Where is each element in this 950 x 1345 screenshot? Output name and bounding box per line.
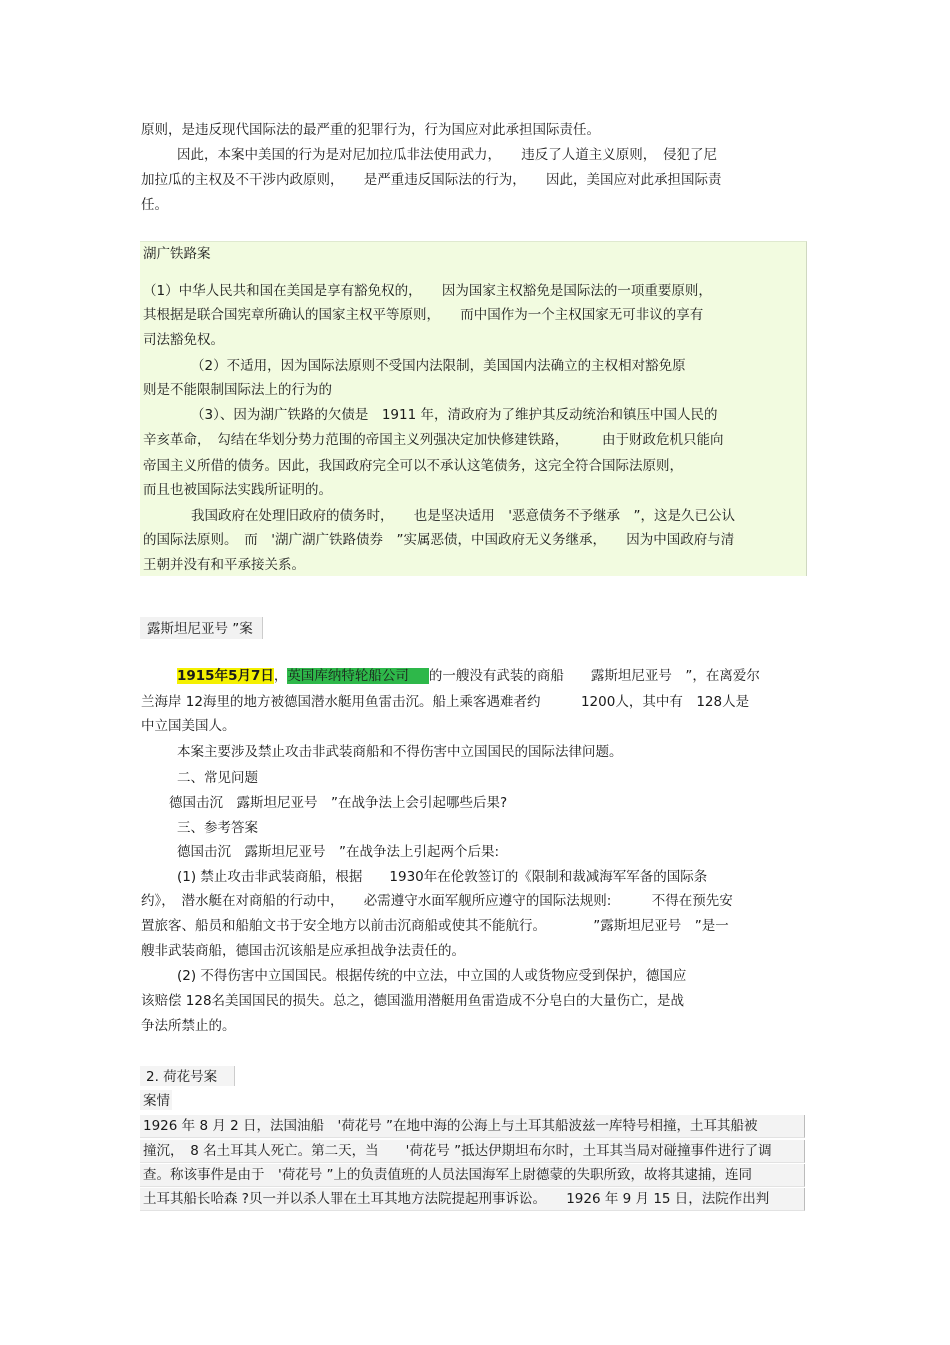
huguang-p3-line-2: 辛亥革命， 勾结在华划分势力范围的帝国主义列强决定加快修建铁路， 由于财政危机只能向 bbox=[143, 432, 724, 448]
lotus-title: 2. 荷花号案 bbox=[146, 1069, 218, 1085]
lusitania-question: 德国击沉 露斯坦尼亚号 ”在战争法上会引起哪些后果? bbox=[169, 795, 508, 811]
lusitania-p1-line-2: 兰海岸 12海里的地方被德国潜水艇用鱼雷击沉。船上乘客遇难者约 1200人，其中有 128人是 bbox=[141, 694, 750, 710]
huguang-p3-line-1: （3）、因为湖广铁路的欠债是 1911 年，清政府为了维护其反动统治和镇压中国人民的 bbox=[191, 407, 718, 423]
lusitania-a1-line-2: 约》， 潜水艇在对商船的行动中， 必需遵守水面军舰所应遵守的国际法规则: 不得在预先安 bbox=[141, 893, 733, 909]
lusitania-answer-intro: 德国击沉 露斯坦尼亚号 ”在战争法上引起两个后果: bbox=[177, 844, 500, 860]
lusitania-a1-line-3: 置旅客、船员和船舶文书于安全地方以前击沉商船或使其不能航行。 ”露斯坦尼亚号 ”是一 bbox=[141, 918, 729, 934]
huguang-p2-line-1: （2）不适用，因为国际法原则不受国内法限制，美国国内法确立的主权相对豁免原 bbox=[191, 358, 686, 374]
lotus-line-1: 1926 年 8 月 2 日，法国油船 '荷花号 ”在地中海的公海上与土耳其船波兹一库特号相撞，土耳其船被 bbox=[143, 1118, 758, 1134]
huguang-p4-line-1: 我国政府在处理旧政府的债务时， 也是坚决适用 '恶意债务不予继承 ”，这是久已公认 bbox=[191, 508, 735, 524]
lusitania-a1-line-1: (1) 禁止攻击非武装商船，根据 1930年在伦敦签订的《限制和裁减海军军备的国际条 bbox=[177, 869, 708, 885]
lusitania-a2-line-3: 争法所禁止的。 bbox=[141, 1018, 236, 1034]
huguang-p4-line-3: 王朝并没有和平承接关系。 bbox=[143, 557, 305, 573]
lotus-line-4: 土耳其船长哈森 ?贝一并以杀人罪在土耳其地方法院提起刑事诉讼。 1926 年 9 月 15 日，法院作出判 bbox=[143, 1191, 770, 1207]
lotus-line-2: 撞沉， 8 名土耳其人死亡。第二天，当 '荷花号 ”抵达伊期坦布尔时，土耳其当局对碰撞事件进行了调 bbox=[143, 1143, 772, 1159]
intro-line-2: 因此，本案中美国的行为是对尼加拉瓜非法使用武力， 违反了人道主义原则， 侵犯了尼 bbox=[177, 147, 717, 163]
huguang-p1-line-3: 司法豁免权。 bbox=[143, 332, 224, 348]
lusitania-p1-line-1 bbox=[177, 667, 760, 685]
huguang-p1-line-1: （1）中华人民共和国在美国是享有豁免权的， 因为国家主权豁免是国际法的一项重要原则， bbox=[143, 283, 712, 299]
lusitania-heading-2: 二、常见问题 bbox=[177, 770, 258, 786]
lusitania-a1-line-4: 艘非武装商船，德国击沉该船是应承担战争法责任的。 bbox=[141, 943, 465, 959]
huguang-title: 湖广铁路案 bbox=[143, 246, 211, 262]
intro-line-3: 加拉瓜的主权及不干涉内政原则， 是严重违反国际法的行为， 因此，美国应对此承担国际责 bbox=[141, 172, 722, 188]
lusitania-heading-3: 三、参考答案 bbox=[177, 820, 258, 836]
intro-line-4: 任。 bbox=[141, 197, 168, 213]
date-comma: ， bbox=[273, 668, 288, 684]
lusitania-a2-line-1: (2) 不得伤害中立国国民。根据传统的中立法，中立国的人或货物应受到保护，德国应 bbox=[177, 968, 687, 984]
lusitania-p1-rest: 的一艘没有武装的商船 露斯坦尼亚号 ”，在离爱尔 bbox=[428, 668, 760, 684]
intro-line-1: 原则，是违反现代国际法的最严重的犯罪行为，行为国应对此承担国际责任。 bbox=[141, 122, 600, 138]
huguang-p2-line-2: 则是不能限制国际法上的行为的 bbox=[143, 382, 332, 398]
huguang-p4-line-2: 的国际法原则。 而 '湖广湖广铁路债券 ”实属恶债，中国政府无义务继承， 因为中国政府与清 bbox=[143, 532, 735, 548]
lotus-line-3: 查。称该事件是由于 '荷花号 ”上的负责值班的人员法国海军上尉德蒙的失职所致，故将其逮捕，连同 bbox=[143, 1167, 752, 1183]
huguang-p3-line-4: 而且也被国际法实践所证明的。 bbox=[143, 482, 332, 498]
lusitania-title: 露斯坦尼亚号 ”案 bbox=[147, 621, 253, 637]
date-highlight: 1915年5月7日 bbox=[177, 668, 274, 684]
company-highlight: 英国库纳特轮船公司 bbox=[287, 668, 429, 684]
lusitania-p1-line-3: 中立国美国人。 bbox=[141, 718, 236, 734]
huguang-p3-line-3: 帝国主义所借的债务。因此，我国政府完全可以不承认这笔债务，这完全符合国际法原则， bbox=[143, 458, 683, 474]
lusitania-p2: 本案主要涉及禁止攻击非武装商船和不得伤害中立国国民的国际法律问题。 bbox=[177, 744, 623, 760]
lusitania-a2-line-2: 该赔偿 128名美国国民的损失。总之，德国滥用潜艇用鱼雷造成不分皂白的大量伤亡，是战 bbox=[141, 993, 685, 1009]
lotus-subtitle: 案情 bbox=[143, 1093, 170, 1109]
huguang-p1-line-2: 其根据是联合国宪章所确认的国家主权平等原则， 而中国作为一个主权国家无可非议的享有 bbox=[143, 307, 704, 323]
